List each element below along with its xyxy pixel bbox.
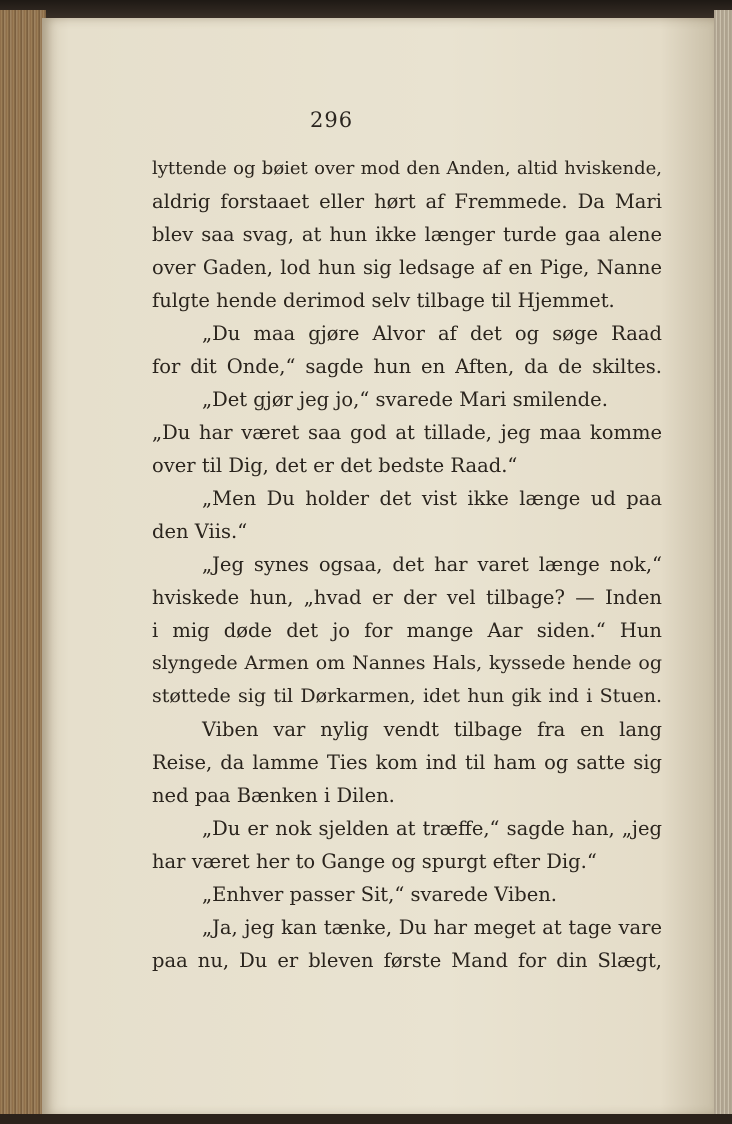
text-line: hviskede hun, „hvad er der vel tilbage? — Inden <box>152 586 662 609</box>
text-line: over Gaden, lod hun sig ledsage af en Pige, Nanne <box>152 256 662 279</box>
page-stack-edge <box>714 10 732 1124</box>
text-line: blev saa svag, at hun ikke længer turde gaa alene <box>152 223 662 246</box>
text-line: Viben var nylig vendt tilbage fra en lang <box>202 718 662 741</box>
text-line: aldrig forstaaet eller hørt af Fremmede. Da Mari <box>152 190 662 213</box>
text-line: paa nu, Du er bleven første Mand for din Slægt, <box>152 949 662 972</box>
text-line: „Du maa gjøre Alvor af det og søge Raad <box>202 322 662 345</box>
body-text <box>152 152 662 977</box>
text-line: „Enhver passer Sit,“ svarede Viben. <box>202 883 557 906</box>
text-line: „Men Du holder det vist ikke længe ud paa <box>202 487 662 510</box>
text-line: fulgte hende derimod selv tilbage til Hjemmet. <box>152 289 615 312</box>
text-line: Reise, da lamme Ties kom ind til ham og satte sig <box>152 751 662 774</box>
text-line: for dit Onde,“ sagde hun en Aften, da de skiltes. <box>152 355 662 378</box>
text-line: „Du har været saa god at tillade, jeg maa komme <box>152 421 662 444</box>
text-line: slyngede Armen om Nannes Hals, kyssede hende og <box>152 652 662 674</box>
text-line: „Jeg synes ogsaa, det har varet længe nok,“ <box>202 553 662 576</box>
text-line: lyttende og bøiet over mod den Anden, altid hviskende, <box>152 158 662 179</box>
text-line: i mig døde det jo for mange Aar siden.“ Hun <box>152 619 662 642</box>
top-shadow <box>0 0 732 20</box>
text-line: støttede sig til Dørkarmen, idet hun gik ind i Stuen. <box>152 685 662 707</box>
page-number: 296 <box>310 108 354 132</box>
text-line: har været her to Gange og spurgt efter Dig.“ <box>152 850 597 873</box>
text-line: „Det gjør jeg jo,“ svarede Mari smilende. <box>202 388 608 411</box>
text-line: „Ja, jeg kan tænke, Du har meget at tage vare <box>202 916 662 939</box>
text-line: „Du er nok sjelden at træffe,“ sagde han, „jeg <box>202 817 662 840</box>
bottom-shadow <box>0 1114 732 1124</box>
text-line: over til Dig, det er det bedste Raad.“ <box>152 454 518 477</box>
book-spine-edge <box>0 10 46 1114</box>
text-line: den Viis.“ <box>152 520 248 543</box>
text-line: ned paa Bænken i Dilen. <box>152 784 395 807</box>
